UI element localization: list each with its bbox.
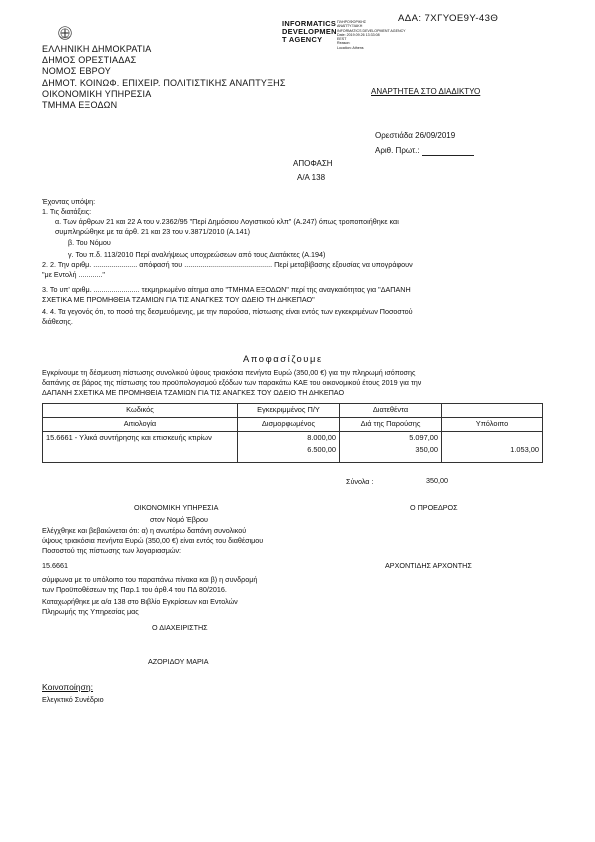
approve-line-2: δαπάνης σε βάρος της πίστωσης του προϋπολογισμού εξόδων των παρακάτω ΚΑΕ του οικονομικού έτους 2019 για την [42,378,422,387]
signature-details [337,20,406,50]
finance-line-5: των Προϋποθέσεων της Παρ.1 του άρθ.4 του ΠΔ 80/2016. [42,585,227,594]
signature-line: ΑΝΑΠΤΥΞΙΑΚΗ [337,24,363,29]
considering-item-3-cont: ΣΧΕΤΙΚΑ ΜΕ ΠΡΟΜΗΘΕΙΑ ΤΖΑΜΙΩΝ ΓΙΑ ΤΙΣ ΑΝΑΓΚΕΣ ΤΟΥ ΩΔΕΙΟ ΤΗ ΔΗΚΕΠΑΟ" [42,295,315,304]
finance-line-6: Καταχωρήθηκε με α/α 138 στο Βιβλίο Εγκρίσεων και Εντολών [42,597,238,606]
table-header-cell: Εγκεκριμμένος Π/Υ [238,404,340,418]
president-title: Ο ΠΡΟΕΔΡΟΣ [410,503,458,512]
finance-region: στον Νομό Έβρου [150,515,208,524]
considering-item-3: 3. Το υπ' αριθμ. ....................... τεκμηριωμένο αίτημα απο "ΤΜΗΜΑ ΕΞΟΔΩΝ" περί της αναγκαιότητας για "ΔΑΠΑΝΗ [42,285,411,294]
finance-line-4: σύμφωνα με το υπόλοιπο του παραπάνω πίνακα και β) η συνδρομή [42,575,258,584]
signature-line: EEST [337,37,347,42]
agency-title-line: T AGENCY [282,35,323,45]
decision-title: ΑΠΟΦΑΣΗ [293,159,333,168]
protocol-number [375,146,474,156]
internet-notice: ΑΝΑΡΤΗΤΕΑ ΣΤΟ ΔΙΑΔΙΚΤΥΟ [371,87,481,96]
considering-item-4-cont: διάθεσης. [42,317,73,326]
ada-code: ΑΔΑ: 7ΧΓΥΟΕ9Υ-43Θ [398,13,499,24]
considering-item-2-cont: "με Εντολή ............" [42,270,105,279]
considering-item-1a: α. Των άρθρων 21 και 22 Α του ν.2362/95 "Περί Δημόσιου Λογιστικού κλπ" (Α.247) όπως τροποποιήθηκε και [55,217,399,226]
total-label: Σύνολα : [346,477,374,486]
considering-item-1c: γ. Του π.δ. 113/2010 Περί αναλήψεως υποχρεώσεων από τους Διατάκτες (Α.194) [68,250,326,259]
approved-value: 8.000,00 [307,433,336,442]
issuer-line: ΝΟΜΟΣ ΕΒΡΟΥ [42,66,111,77]
finance-line-3: Ποσοστού της πίστωσης των λογαριασμών: [42,546,182,555]
table-header-row [43,404,543,418]
table-header-cell: Διά της Παρούσης [340,418,442,432]
table-header-row [43,418,543,432]
issuer-line: ΕΛΛΗΝΙΚΗ ΔΗΜΟΚΡΑΤΙΑ [42,44,152,54]
decide-heading: Αποφασίζουμε [243,353,323,364]
table-header-cell: Υπόλοιπο [442,418,543,432]
table-header-cell: Αιτιολογία [43,418,238,432]
issuer-line: ΤΜΗΜΑ ΕΞΟΔΩΝ [42,100,118,111]
agency-title [282,20,337,45]
notification-heading: Κοινοποίηση: [42,682,94,692]
issuer-line: ΔΗΜΟΣ ΟΡΕΣΤΙΑΔΑΣ [42,55,137,66]
considering-item-1: 1. Τις διατάξεις: [42,207,92,216]
considering-item-4: 4. 4. Τα γεγονός ότι, το ποσό της δεσμευόμενης, με την παρούσα, πίστωσης είναι εντός των εγκεκριμένων Ποσοστού [42,307,413,316]
signature-line: Location: Athens [337,45,364,50]
table-cell-allocated [340,432,442,463]
table-header-cell [442,404,543,418]
issuer-line: ΔΗΜΟΤ. ΚΟΙΝΩΦ. ΕΠΙΧΕΙΡ. ΠΟΛΙΤΙΣΤΙΚΗΣ ΑΝΑΠΤΥΞΗΣ [42,77,286,88]
table-cell-approved [238,432,340,463]
issuer-line: ΟΙΚΟΝΟΜΙΚΗ ΥΠΗΡΕΣΙΑ [42,88,152,99]
table-cell-code: 15.6661 - Υλικά συντήρησης και επισκευής κτιρίων [43,432,238,463]
budget-table [42,403,543,463]
approve-line-3: ΔΑΠΑΝΗ ΣΧΕΤΙΚΑ ΜΕ ΠΡΟΜΗΘΕΙΑ ΤΖΑΜΙΩΝ ΓΙΑ ΤΙΣ ΑΝΑΓΚΕΣ ΤΟΥ ΩΔΕΙΟ ΤΗ ΔΗΚΕΠΑΟ [42,388,345,397]
signature-line: Date: 2019.09.26 13:33:08 [337,32,380,37]
president-name: ΑΡΧΟΝΤΙΔΗΣ ΑΡΧΟΝΤΗΣ [385,561,472,570]
protocol-blank [422,148,474,156]
considering-item-1b: β. Του Νόμου [68,238,111,247]
allocated-value: 350,00 [415,445,438,454]
table-header-cell: Δισμορφωμένος [238,418,340,432]
finance-code: 15.6661 [42,561,68,570]
manager-name: ΑΖΟΡΙΔΟΥ ΜΑΡΙΑ [148,657,209,666]
greek-emblem-icon [58,26,72,40]
agency-title-line: DEVELOPMEN [282,27,337,37]
decision-number: Α/Α 138 [297,173,326,182]
finance-line-2: ύψους τριακόσια πενήντα Ευρώ (350,00 €) είναι εντός του διαθέσιμου [42,536,264,545]
manager-title: Ο ΔΙΑΧΕΙΡΙΣΤΗΣ [152,623,208,632]
approved-value: 6.500,00 [307,445,336,454]
allocated-value: 5.097,00 [409,433,438,442]
table-header-cell: Διατεθέντα [340,404,442,418]
place-date: Ορεστιάδα 26/09/2019 [375,131,456,140]
considering-heading: Έχοντας υπόψη: [42,197,96,206]
finance-line-7: Πληρωμής της Υπηρεσίας μας [42,607,139,616]
total-value: 350,00 [426,476,448,485]
approve-line-1: Εγκρίνουμε τη δέσμευση πίστωσης συνολικού ύψους τριακόσια πενήντα Ευρώ (350,00 €) για την πληρωμή ισόποσης [42,368,416,377]
signature-line: ΠΛΗΡΟΦΟΡΙΚΗΣ [337,20,367,24]
agency-stamp [282,19,406,50]
signature-line: Reason: [337,41,351,46]
signature-line: INFORMATICS DEVELOPMENT AGENCY [337,28,406,33]
protocol-label: Αριθ. Πρωτ.: [375,146,420,155]
table-header-cell: Κωδικός [43,404,238,418]
considering-item-2: 2. 2. Την αριθμ. ...................... απόφασή του ............................................ Περί μεταβίβασης εξουσίας να υπογράφουν [42,260,413,269]
table-cell-remaining: 1.053,00 [442,432,543,463]
considering-item-1a-cont: συμπληρώθηκε με τα άρθ. 21 και 23 του ν.3871/2010 (Α.141) [55,227,251,236]
notification-recipient: Ελεγκτικό Συνέδριο [42,695,104,704]
finance-line-1: Ελέγχθηκε και βεβαιώνεται ότι: α) η ανωτέρω δαπάνη συνολικού [42,526,247,535]
finance-dept: ΟΙΚΟΝΟΜΙΚΗ ΥΠΗΡΕΣΙΑ [134,503,219,512]
table-row [43,432,543,463]
issuer-header [42,44,286,111]
agency-title-line: INFORMATICS [282,19,337,28]
